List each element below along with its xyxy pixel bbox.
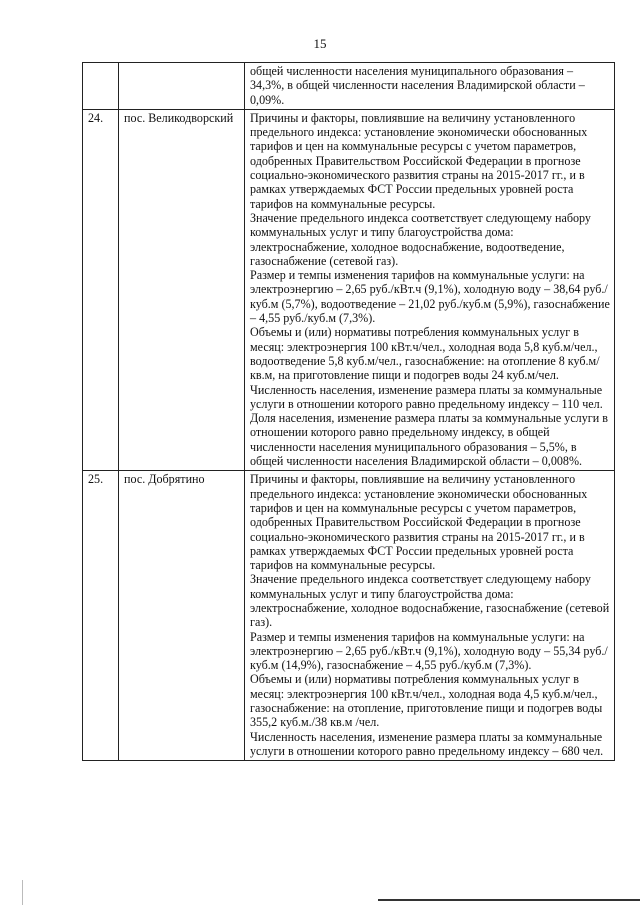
description-paragraph: Значение предельного индекса соответствует следующему набору коммунальных услуг и типу благоустройства дома: электроснабжение, холодное водоснабжение, водоотведение, газоснабжение (сетевой газ). xyxy=(250,210,591,268)
description-paragraph: Численность населения, изменение размера платы за коммунальные услуги в отношении которого равно предельному индексу – 110 чел. xyxy=(250,382,603,411)
description-cell xyxy=(245,109,615,470)
row-number-cell: 25. xyxy=(83,471,119,761)
table-row xyxy=(83,109,615,470)
row-number-cell xyxy=(83,63,119,110)
settlement-name-cell: пос. Добрятино xyxy=(119,471,245,761)
description-paragraph: Численность населения, изменение размера платы за коммунальные услуги в отношении которого равно предельному индексу – 680 чел. xyxy=(250,729,604,758)
table-body xyxy=(83,63,615,761)
description-paragraph: Объемы и (или) нормативы потребления коммунальных услуг в месяц: электроэнергия 100 кВт.ч/чел., холодная вода 5,8 куб.м/чел., водоотведение 5,8 куб.м/чел., газоснабжение: на отопление 8 куб.м/кв.м, на приготовление пищи и подогрев воды 24 куб.м/чел. xyxy=(250,325,600,383)
description-paragraph: Размер и темпы изменения тарифов на коммунальные услуги: на электроэнергию – 2,65 руб./кВт.ч (9,1%), холодную воду – 38,64 руб./куб.м (5,7%), водоотведение – 21,02 руб./куб.м (5,9%), газоснабжение – 4,55 руб./куб.м (7,3%). xyxy=(250,268,610,326)
table-row xyxy=(83,471,615,761)
scan-bottom-line xyxy=(378,899,640,901)
description-cell xyxy=(245,63,615,110)
description-paragraph: Значение предельного индекса соответствует следующему набору коммунальных услуг и типу благоустройства дома: электроснабжение, холодное водоснабжение, газоснабжение (сетевой газ). xyxy=(250,572,610,630)
description-paragraph: общей численности населения муниципального образования – 34,3%, в общей численности населения Владимирской области – 0,09%. xyxy=(250,64,585,107)
tariff-index-table xyxy=(82,62,615,761)
row-number-cell: 24. xyxy=(83,109,119,470)
description-paragraph: Размер и темпы изменения тарифов на коммунальные услуги: на электроэнергию – 2,65 руб./кВт.ч (9,1%), холодную воду – 55,34 руб./куб.м (14,9%), газоснабжение – 4,55 руб./куб.м (7,3%). xyxy=(250,629,608,673)
scan-margin-mark xyxy=(22,880,23,905)
page-number: 15 xyxy=(313,36,327,51)
description-paragraph: Причины и факторы, повлиявшие на величину установленного предельного индекса: установление экономически обоснованных тарифов и цен на коммунальные ресурсы с учетом параметров, одобренных Правительством Российской Федерации в прогнозе социально-экономического развития страны на 2015-2017 гг., и в рамках утверждаемых ФСТ России предельных уровней роста тарифов на коммунальные ресурсы. xyxy=(250,110,588,211)
description-paragraph: Доля населения, изменение размера платы за коммунальные услуги в отношении которого равно предельному индексу, в общей численности населения муниципального образования – 5,5%, в общей численности населения Владимирской области – 0,008%. xyxy=(250,411,608,469)
description-cell xyxy=(245,471,615,761)
settlement-name-cell xyxy=(119,63,245,110)
table-row xyxy=(83,63,615,110)
settlement-name-cell: пос. Великодворский xyxy=(119,109,245,470)
description-paragraph: Причины и факторы, повлиявшие на величину установленного предельного индекса: установление экономически обоснованных тарифов и цен на коммунальные ресурсы с учетом параметров, одобренных Правительством Российской Федерации в прогнозе социально-экономического развития страны на 2015-2017 гг., и в рамках утверждаемых ФСТ России предельных уровней роста тарифов на коммунальные ресурсы. xyxy=(250,472,588,573)
description-paragraph: Объемы и (или) нормативы потребления коммунальных услуг в месяц: электроэнергия 100 кВт.ч/чел., холодная вода 4,5 куб.м/чел., газоснабжение: на отопление, приготовление пищи и подогрев воды 355,2 куб.м./38 кв.м /чел. xyxy=(250,672,603,730)
